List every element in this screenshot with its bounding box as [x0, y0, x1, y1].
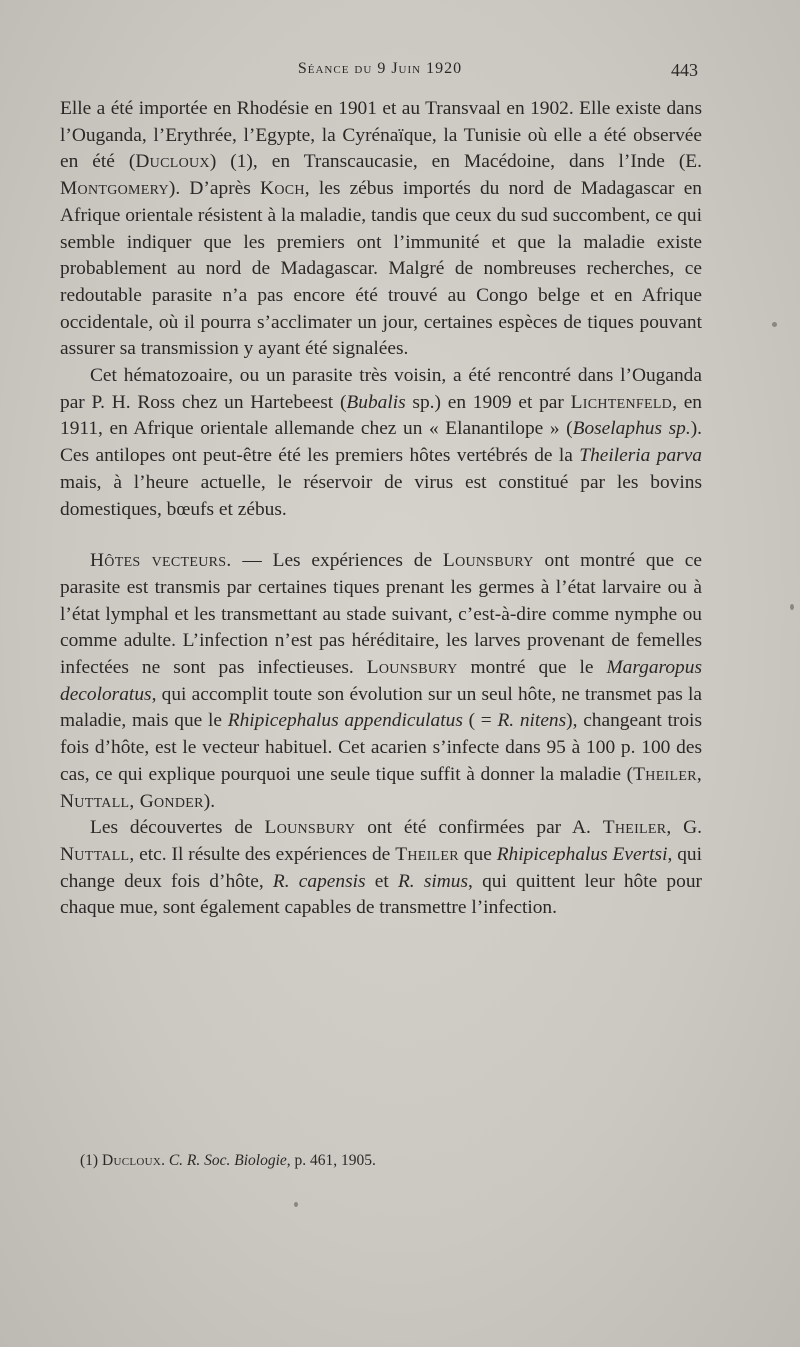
small-caps-run: Montgomery	[60, 178, 169, 200]
paragraph	[60, 96, 702, 363]
small-caps-run: Theiler, Nuttall, Gonder	[60, 763, 702, 812]
italic-run: Margaropus decoloratus	[60, 657, 702, 705]
text-run: ). Ces antilopes ont peut-être été les premiers hôtes vertébrés de la	[60, 418, 702, 467]
text-run: , G.	[666, 817, 702, 839]
page-number: 443	[671, 60, 698, 80]
text-run: Cet hématozoaire, ou un parasite très voisin, a été rencontré dans l’Ouganda par P. H. Ross chez un Hartebeest (	[60, 365, 702, 413]
italic-run: R. nitens	[497, 710, 567, 732]
page-header	[60, 60, 700, 86]
text-run: , qui accomplit toute son évolution sur un seul hôte, ne transmet pas la maladie, mais que le	[60, 683, 702, 732]
paper-speck	[294, 1202, 298, 1207]
text-run: , p. 461, 1905.	[286, 1152, 376, 1169]
small-caps-run: Lounsbury	[366, 657, 458, 679]
paragraph	[60, 548, 702, 815]
small-caps-run: Koch	[260, 178, 305, 200]
italic-run: R. simus	[397, 870, 469, 892]
italic-run: Boselaphus sp.	[572, 418, 691, 440]
italic-run: R. capensis	[272, 870, 366, 892]
italic-run: Theileria parva	[579, 445, 703, 467]
text-run: , etc. Il résulte des expériences de	[129, 843, 396, 865]
running-title: Séance du 9 Juin 1920	[297, 60, 463, 77]
text-run: — Les expériences de	[231, 550, 443, 572]
text-run: ( =	[462, 710, 498, 732]
text-run: , en 1911, en Afrique orientale allemande chez un « Elanantilope » (	[60, 391, 703, 440]
text-run: Elle a été importée en Rhodésie en 1901 et au Transvaal en 1902. Elle existe dans l’Ouganda, l’Erythrée, l’Egypte, la Cyrénaïque, la Tunisie où elle a été observée en été (	[60, 98, 702, 173]
text-run: ont été confirmées par A.	[355, 817, 603, 839]
italic-run: C. R. Soc. Biologie	[168, 1152, 287, 1169]
paragraph	[60, 363, 702, 523]
text-run: .	[161, 1152, 169, 1169]
small-caps-run: Nuttall	[60, 843, 130, 865]
italic-run: Rhipicephalus appendiculatus	[227, 710, 463, 732]
text-run: (1)	[80, 1152, 102, 1169]
small-caps-run: Hôtes vecteurs.	[90, 550, 232, 572]
paragraph	[60, 815, 702, 922]
text-run: Les découvertes de	[90, 817, 265, 839]
text-run: ).	[203, 790, 216, 812]
text-run: que	[458, 843, 497, 865]
paper-speck	[790, 604, 794, 610]
text-run: ). D’après	[168, 178, 261, 200]
small-caps-run: Lichtenfeld	[570, 391, 673, 413]
small-caps-run: Lounsbury	[442, 550, 534, 572]
text-run: , les zébus importés du nord de Madagascar en Afrique orientale résistent à la maladie, tandis que ceux du sud succombent, ce qui semble indiquer que les premiers ont l’immunité et que la maladie existe probablement au nord de Madagascar. Malgré de nombreuses recherches, ce redoutable parasite n’a pas encore été trouvé au Congo belge et en Afrique occidentale, où il pourra s’acclimater un jour, certaines espèces de tiques pouvant assurer sa transmission y ayant été signalées.	[60, 178, 703, 360]
paper-speck	[772, 322, 777, 327]
text-run: , qui change deux fois d’hôte,	[60, 843, 702, 892]
small-caps-run: Ducloux	[135, 151, 210, 173]
italic-run: Bubalis	[346, 391, 406, 413]
text-run: mais, à l’heure actuelle, le réservoir de virus est constitué par les bovins domestiques, bœufs et zébus.	[60, 471, 702, 520]
text-run: ) (1), en Transcaucasie, en Macédoine, dans l’Inde (E.	[209, 151, 702, 173]
small-caps-run: Theiler	[602, 817, 667, 839]
text-run: sp.) en 1909 et par	[405, 391, 571, 413]
text-run: ), changeant trois fois d’hôte, est le vecteur habituel. Cet acarien s’infecte dans 95 à 100 p. 100 des cas, ce qui explique pourquoi une seule tique suffit à donner la maladie (	[60, 710, 702, 785]
footnote	[80, 1152, 680, 1170]
body-text	[60, 96, 702, 922]
text-run: montré que le	[457, 657, 607, 679]
small-caps-run: Ducloux	[101, 1152, 162, 1169]
italic-run: Rhipicephalus Evertsi	[496, 843, 668, 865]
text-run: et	[365, 870, 398, 892]
small-caps-run: Theiler	[395, 843, 459, 865]
text-run: ont montré que ce parasite est transmis par certaines tiques prenant les germes à l’état larvaire ou à l’état lymphal et les transmettant au stade suivant, c’est-à-dire comme nymphe ou comme adulte. L’infection n’est pas héréditaire, les larves provenant de femelles infectées ne sont pas infectieuses.	[60, 550, 702, 679]
small-caps-run: Lounsbury	[264, 817, 356, 839]
text-run: , qui quittent leur hôte pour chaque mue, sont également capables de transmettre l’infection.	[60, 870, 702, 919]
